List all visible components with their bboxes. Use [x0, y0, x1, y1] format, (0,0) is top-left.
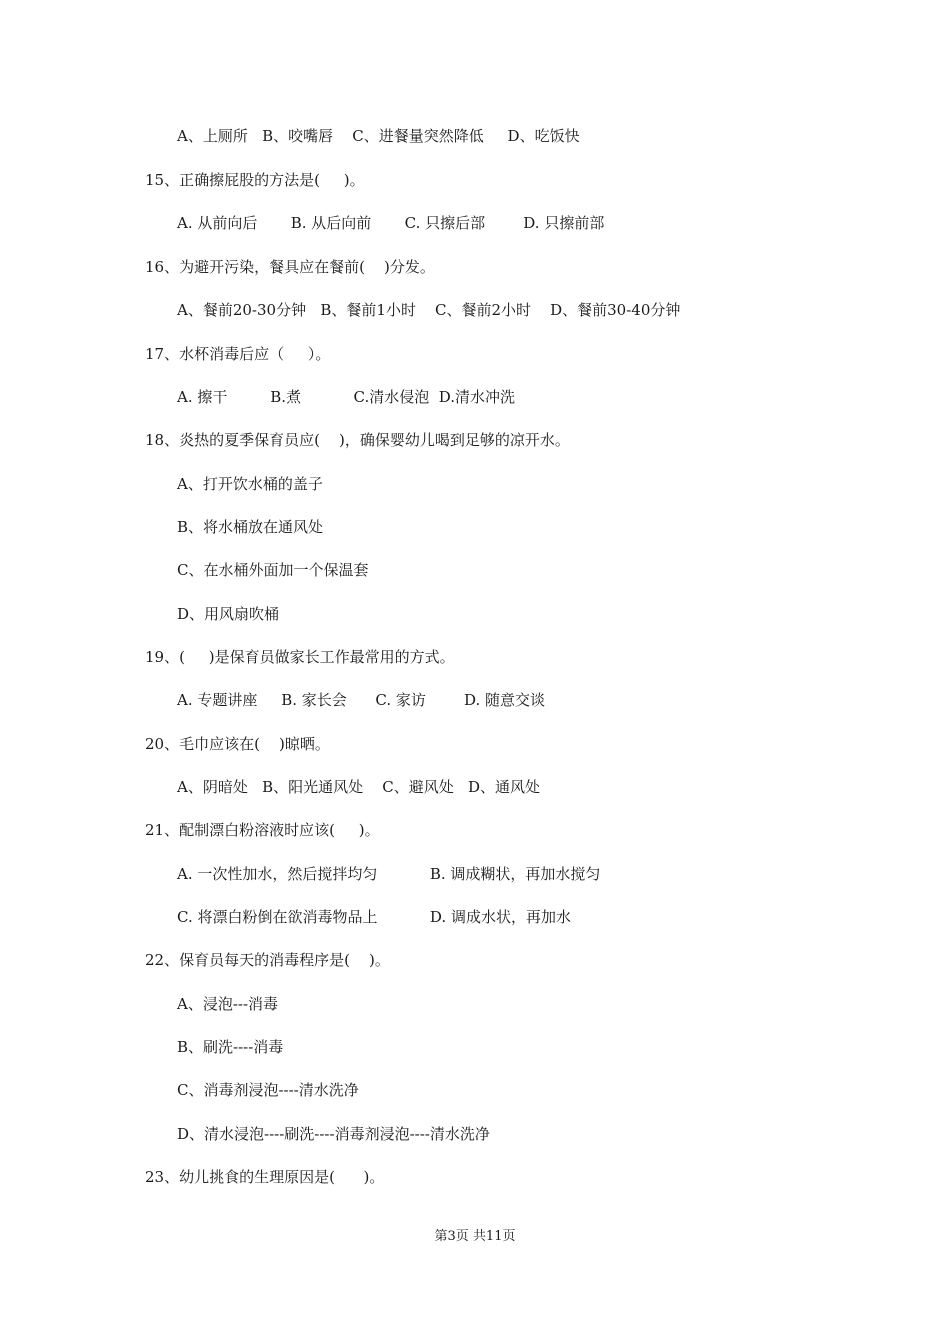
q18-option-c: C、在水桶外面加一个保温套 — [177, 561, 369, 579]
q21-options-cd: C. 将漂白粉倒在欲消毒物品上 D. 调成水状，再加水 — [177, 908, 571, 926]
q15-options: A. 从前向后 B. 从后向前 C. 只擦后部 D. 只擦前部 — [177, 214, 605, 232]
page-footer: 第3页 共11页 — [434, 1229, 516, 1244]
q18-option-a: A、打开饮水桶的盖子 — [177, 475, 323, 493]
q20-stem: 20、毛巾应该在( )晾晒。 — [145, 735, 330, 753]
q15-stem: 15、正确擦屁股的方法是( )。 — [145, 171, 365, 189]
q22-option-d: D、清水浸泡----刷洗----消毒剂浸泡----清水洗净 — [177, 1125, 490, 1143]
q22-option-c: C、消毒剂浸泡----清水洗净 — [177, 1081, 359, 1099]
q22-option-a: A、浸泡---消毒 — [177, 995, 279, 1013]
q20-options: A、阴暗处 B、阳光通风处 C、避风处 D、通风处 — [177, 778, 541, 796]
q14-options: A、上厕所 B、咬嘴唇 C、进餐量突然降低 D、吃饭快 — [177, 127, 580, 145]
q19-stem: 19、( )是保育员做家长工作最常用的方式。 — [145, 648, 455, 666]
q18-option-b: B、将水桶放在通风处 — [177, 518, 324, 536]
q21-options-ab: A. 一次性加水，然后搅拌均匀 B. 调成糊状，再加水搅匀 — [177, 865, 601, 883]
q22-option-b: B、刷洗----消毒 — [177, 1038, 284, 1056]
q18-stem: 18、炎热的夏季保育员应( )，确保婴幼儿喝到足够的凉开水。 — [145, 431, 570, 449]
q23-stem: 23、幼儿挑食的生理原因是( )。 — [145, 1168, 385, 1186]
q22-stem: 22、保育员每天的消毒程序是( )。 — [145, 951, 390, 969]
q18-option-d: D、用风扇吹桶 — [177, 605, 280, 623]
q21-stem: 21、配制漂白粉溶液时应该( )。 — [145, 821, 380, 839]
q19-options: A. 专题讲座 B. 家长会 C. 家访 D. 随意交谈 — [177, 691, 546, 709]
q16-options: A、餐前20-30分钟 B、餐前1小时 C、餐前2小时 D、餐前30-40分钟 — [177, 301, 681, 319]
q17-options: A. 擦干 B.煮 C.清水侵泡 D.清水冲洗 — [177, 388, 516, 406]
q16-stem: 16、为避开污染，餐具应在餐前( )分发。 — [145, 258, 435, 276]
q17-stem: 17、水杯消毒后应（ ）。 — [145, 345, 331, 363]
